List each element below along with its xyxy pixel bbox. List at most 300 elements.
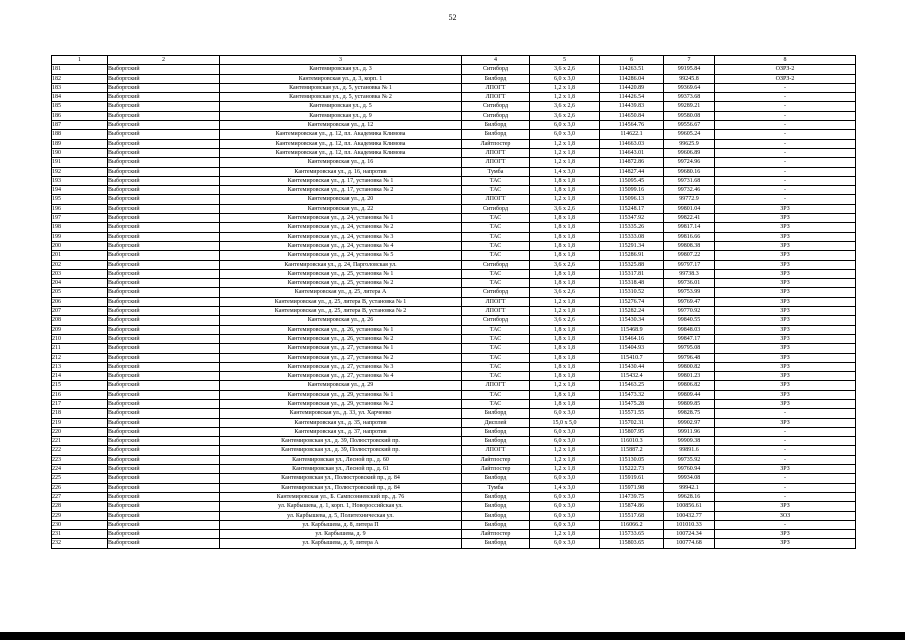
row-number: 182 bbox=[52, 74, 108, 83]
address-cell: Кантемировская ул., д. 20 bbox=[220, 195, 462, 204]
table-row bbox=[52, 455, 856, 464]
zone-cell: ЗОЗ bbox=[715, 511, 856, 520]
type-cell: ЛПОГТ bbox=[462, 297, 530, 306]
table-row bbox=[52, 186, 856, 195]
type-cell: ТАС bbox=[462, 325, 530, 334]
zone-cell: - bbox=[715, 427, 856, 436]
row-number: 202 bbox=[52, 260, 108, 269]
coord-x-cell: 115468.9 bbox=[600, 325, 664, 334]
type-cell: Ситиборд bbox=[462, 111, 530, 120]
zone-cell: - bbox=[715, 121, 856, 130]
district-cell: Выборгский bbox=[108, 344, 220, 353]
type-cell: Билборд bbox=[462, 121, 530, 130]
district-cell: Выборгский bbox=[108, 232, 220, 241]
address-cell: ул. Карбышева, д. 9, литера А bbox=[220, 539, 462, 548]
coord-x-cell: 115410.7 bbox=[600, 353, 664, 362]
size-cell: 1,2 х 1,8 bbox=[530, 307, 600, 316]
table-row bbox=[52, 502, 856, 511]
coord-y-cell: 99809.85 bbox=[664, 399, 715, 408]
coord-y-cell: 99769.47 bbox=[664, 297, 715, 306]
coord-y-cell: 99801.04 bbox=[664, 204, 715, 213]
district-cell: Выборгский bbox=[108, 390, 220, 399]
coord-y-cell: 99840.55 bbox=[664, 316, 715, 325]
coord-x-cell: 115473.32 bbox=[600, 390, 664, 399]
coord-x-cell: 114263.51 bbox=[600, 65, 664, 74]
coord-x-cell: 115347.92 bbox=[600, 214, 664, 223]
size-cell: 1,8 х 1,8 bbox=[530, 334, 600, 343]
size-cell: 1,4 х 3,0 bbox=[530, 483, 600, 492]
column-header: 4 bbox=[462, 56, 530, 65]
district-cell: Выборгский bbox=[108, 214, 220, 223]
district-cell: Выборгский bbox=[108, 130, 220, 139]
type-cell: Билборд bbox=[462, 539, 530, 548]
row-number: 211 bbox=[52, 344, 108, 353]
row-number: 203 bbox=[52, 269, 108, 278]
size-cell: 1,8 х 1,8 bbox=[530, 279, 600, 288]
zone-cell: - bbox=[715, 409, 856, 418]
table-row bbox=[52, 390, 856, 399]
zone-cell: ЗРЗ bbox=[715, 372, 856, 381]
coord-x-cell: 115333.08 bbox=[600, 232, 664, 241]
district-cell: Выборгский bbox=[108, 148, 220, 157]
row-number: 214 bbox=[52, 372, 108, 381]
coord-x-cell: 114643.01 bbox=[600, 148, 664, 157]
zone-cell: ЗРЗ bbox=[715, 344, 856, 353]
address-cell: ул. Карбышева, д. 9 bbox=[220, 530, 462, 539]
address-cell: Кантемировская ул., д. 26 bbox=[220, 316, 462, 325]
district-cell: Выборгский bbox=[108, 158, 220, 167]
type-cell: ЛПОГТ bbox=[462, 83, 530, 92]
table-row bbox=[52, 539, 856, 548]
zone-cell: - bbox=[715, 139, 856, 148]
type-cell: ТАС bbox=[462, 251, 530, 260]
coord-y-cell: 99625.9 bbox=[664, 139, 715, 148]
coord-y-cell: 99800.82 bbox=[664, 362, 715, 371]
zone-cell: ЗРЗ bbox=[715, 223, 856, 232]
table-row bbox=[52, 121, 856, 130]
type-cell: ЛПОГТ bbox=[462, 446, 530, 455]
size-cell: 3,6 х 2,6 bbox=[530, 102, 600, 111]
coord-x-cell: 114564.76 bbox=[600, 121, 664, 130]
district-cell: Выборгский bbox=[108, 139, 220, 148]
zone-cell: ЗРЗ bbox=[715, 418, 856, 427]
district-cell: Выборгский bbox=[108, 316, 220, 325]
row-number: 225 bbox=[52, 474, 108, 483]
district-cell: Выборгский bbox=[108, 269, 220, 278]
coord-x-cell: 115222.73 bbox=[600, 465, 664, 474]
coord-y-cell: 100432.77 bbox=[664, 511, 715, 520]
district-cell: Выборгский bbox=[108, 307, 220, 316]
coord-y-cell: 99822.41 bbox=[664, 214, 715, 223]
size-cell: 1,8 х 1,8 bbox=[530, 372, 600, 381]
size-cell: 1,8 х 1,8 bbox=[530, 251, 600, 260]
table-row bbox=[52, 204, 856, 213]
coord-x-cell: 114439.83 bbox=[600, 102, 664, 111]
coord-y-cell: 99807.22 bbox=[664, 251, 715, 260]
type-cell: Билборд bbox=[462, 437, 530, 446]
table-row bbox=[52, 492, 856, 501]
row-number: 219 bbox=[52, 418, 108, 427]
coord-x-cell: 115464.16 bbox=[600, 334, 664, 343]
type-cell: ТАС bbox=[462, 223, 530, 232]
table-row bbox=[52, 483, 856, 492]
coord-x-cell: 115887.2 bbox=[600, 446, 664, 455]
type-cell: ТАС bbox=[462, 279, 530, 288]
coord-y-cell: 99753.99 bbox=[664, 288, 715, 297]
row-number: 184 bbox=[52, 93, 108, 102]
size-cell: 1,2 х 1,8 bbox=[530, 93, 600, 102]
type-cell: Билборд bbox=[462, 474, 530, 483]
table-row bbox=[52, 334, 856, 343]
address-cell: Кантемировская ул., Полюстровский пр., д. 84 bbox=[220, 474, 462, 483]
zone-cell: - bbox=[715, 455, 856, 464]
zone-cell: - bbox=[715, 111, 856, 120]
coord-y-cell: 99628.16 bbox=[664, 492, 715, 501]
coord-x-cell: 115248.17 bbox=[600, 204, 664, 213]
zone-cell: ЗРЗ bbox=[715, 316, 856, 325]
table-row bbox=[52, 381, 856, 390]
address-cell: Кантемировская ул., д. 24, установка № 5 bbox=[220, 251, 462, 260]
zone-cell: ЗРЗ bbox=[715, 260, 856, 269]
size-cell: 3,6 х 2,6 bbox=[530, 111, 600, 120]
row-number: 191 bbox=[52, 158, 108, 167]
type-cell: ТАС bbox=[462, 399, 530, 408]
row-number: 189 bbox=[52, 139, 108, 148]
coord-x-cell: 115874.86 bbox=[600, 502, 664, 511]
row-number: 215 bbox=[52, 381, 108, 390]
row-number: 188 bbox=[52, 130, 108, 139]
row-number: 222 bbox=[52, 446, 108, 455]
table-row bbox=[52, 241, 856, 250]
district-cell: Выборгский bbox=[108, 427, 220, 436]
row-number: 183 bbox=[52, 83, 108, 92]
coord-x-cell: 115432.4 bbox=[600, 372, 664, 381]
address-cell: Кантемировская ул., д. 25, литера В, установка № 2 bbox=[220, 307, 462, 316]
row-number: 218 bbox=[52, 409, 108, 418]
address-cell: Кантемировская ул., д. 5, установка № 2 bbox=[220, 93, 462, 102]
table-row bbox=[52, 474, 856, 483]
address-cell: Кантемировская ул., д. 25, установка № 1 bbox=[220, 269, 462, 278]
type-cell: Ситиборд bbox=[462, 102, 530, 111]
size-cell: 6,0 х 3,0 bbox=[530, 511, 600, 520]
coord-y-cell: 99605.24 bbox=[664, 130, 715, 139]
type-cell: ЛПОГТ bbox=[462, 93, 530, 102]
coord-x-cell: 114872.86 bbox=[600, 158, 664, 167]
coord-y-cell: 99909.38 bbox=[664, 437, 715, 446]
row-number: 229 bbox=[52, 511, 108, 520]
size-cell: 1,2 х 1,8 bbox=[530, 195, 600, 204]
coord-y-cell: 99801.23 bbox=[664, 372, 715, 381]
address-cell: Кантемировская ул., д. 5, установка № 1 bbox=[220, 83, 462, 92]
size-cell: 1,2 х 1,8 bbox=[530, 530, 600, 539]
district-cell: Выборгский bbox=[108, 65, 220, 74]
address-cell: Кантемировская ул., д. 27, установка № 3 bbox=[220, 362, 462, 371]
address-cell: Кантемировская ул., д. 37, напротив bbox=[220, 427, 462, 436]
size-cell: 1,8 х 1,8 bbox=[530, 241, 600, 250]
coord-y-cell: 99816.66 bbox=[664, 232, 715, 241]
page-number: 52 bbox=[448, 13, 457, 22]
table-row bbox=[52, 427, 856, 436]
coord-x-cell: 114739.75 bbox=[600, 492, 664, 501]
zone-cell: ЗРЗ bbox=[715, 334, 856, 343]
type-cell: ТАС bbox=[462, 269, 530, 278]
coord-x-cell: 115317.81 bbox=[600, 269, 664, 278]
row-number: 231 bbox=[52, 530, 108, 539]
row-number: 210 bbox=[52, 334, 108, 343]
row-number: 194 bbox=[52, 186, 108, 195]
district-cell: Выборгский bbox=[108, 279, 220, 288]
address-cell: Кантемировская ул., д. 5 bbox=[220, 102, 462, 111]
row-number: 187 bbox=[52, 121, 108, 130]
coord-x-cell: 115430.44 bbox=[600, 362, 664, 371]
coord-y-cell: 99735.92 bbox=[664, 455, 715, 464]
type-cell: Билборд bbox=[462, 511, 530, 520]
coord-y-cell: 99680.16 bbox=[664, 167, 715, 176]
type-cell: Билборд bbox=[462, 520, 530, 529]
size-cell: 1,8 х 1,8 bbox=[530, 353, 600, 362]
table-row bbox=[52, 176, 856, 185]
table-row bbox=[52, 130, 856, 139]
coord-x-cell: 115463.25 bbox=[600, 381, 664, 390]
district-cell: Выборгский bbox=[108, 409, 220, 418]
district-cell: Выборгский bbox=[108, 223, 220, 232]
coord-x-cell: 115276.74 bbox=[600, 297, 664, 306]
coord-x-cell: 115325.88 bbox=[600, 260, 664, 269]
size-cell: 1,2 х 1,8 bbox=[530, 446, 600, 455]
type-cell: Билборд bbox=[462, 130, 530, 139]
table-row bbox=[52, 409, 856, 418]
row-number: 197 bbox=[52, 214, 108, 223]
district-cell: Выборгский bbox=[108, 251, 220, 260]
table-row bbox=[52, 325, 856, 334]
address-cell: Кантемировская ул., д. 27, установка № 2 bbox=[220, 353, 462, 362]
zone-cell: - bbox=[715, 93, 856, 102]
coord-y-cell: 99806.82 bbox=[664, 381, 715, 390]
type-cell: ТАС bbox=[462, 372, 530, 381]
zone-cell: - bbox=[715, 102, 856, 111]
coord-y-cell: 99606.89 bbox=[664, 148, 715, 157]
table-row bbox=[52, 511, 856, 520]
row-number: 190 bbox=[52, 148, 108, 157]
coord-y-cell: 100856.61 bbox=[664, 502, 715, 511]
type-cell: ЛПОГТ bbox=[462, 307, 530, 316]
address-cell: Кантемировская ул., д. 25, установка № 2 bbox=[220, 279, 462, 288]
zone-cell: ЗРЗ bbox=[715, 279, 856, 288]
size-cell: 1,8 х 1,8 bbox=[530, 176, 600, 185]
district-cell: Выборгский bbox=[108, 362, 220, 371]
table-row bbox=[52, 232, 856, 241]
address-cell: Кантемировская ул., Б. Сампсониевский пр., д. 76 bbox=[220, 492, 462, 501]
size-cell: 3,6 х 2,6 bbox=[530, 260, 600, 269]
size-cell: 1,8 х 1,8 bbox=[530, 325, 600, 334]
table-row bbox=[52, 269, 856, 278]
address-cell: Кантемировская ул., д. 3 bbox=[220, 65, 462, 74]
size-cell: 6,0 х 3,0 bbox=[530, 130, 600, 139]
district-cell: Выборгский bbox=[108, 483, 220, 492]
zone-cell: - bbox=[715, 130, 856, 139]
size-cell: 1,2 х 1,8 bbox=[530, 465, 600, 474]
table-row bbox=[52, 111, 856, 120]
district-cell: Выборгский bbox=[108, 399, 220, 408]
address-cell: Кантемировская ул., д. 16 bbox=[220, 158, 462, 167]
address-cell: Кантемировская ул., д. 27, установка № 4 bbox=[220, 372, 462, 381]
district-cell: Выборгский bbox=[108, 381, 220, 390]
row-number: 209 bbox=[52, 325, 108, 334]
zone-cell: ЗРЗ bbox=[715, 307, 856, 316]
zone-cell: - bbox=[715, 167, 856, 176]
row-number: 196 bbox=[52, 204, 108, 213]
coord-x-cell: 115310.52 bbox=[600, 288, 664, 297]
address-cell: Кантемировская ул., д. 29 bbox=[220, 381, 462, 390]
coord-x-cell: 114650.84 bbox=[600, 111, 664, 120]
row-number: 201 bbox=[52, 251, 108, 260]
size-cell: 6,0 х 3,0 bbox=[530, 427, 600, 436]
zone-cell: ЗРЗ bbox=[715, 399, 856, 408]
size-cell: 1,4 х 3,0 bbox=[530, 167, 600, 176]
column-header: 1 bbox=[52, 56, 108, 65]
coord-x-cell: 115971.98 bbox=[600, 483, 664, 492]
coord-y-cell: 99796.48 bbox=[664, 353, 715, 362]
district-cell: Выборгский bbox=[108, 121, 220, 130]
coord-y-cell: 99772.9 bbox=[664, 195, 715, 204]
table-row bbox=[52, 372, 856, 381]
address-cell: Кантемировская ул., д. 17, установка № 1 bbox=[220, 176, 462, 185]
coord-y-cell: 99891.6 bbox=[664, 446, 715, 455]
coord-x-cell: 115517.68 bbox=[600, 511, 664, 520]
coord-y-cell: 99373.68 bbox=[664, 93, 715, 102]
table-row bbox=[52, 65, 856, 74]
size-cell: 6,0 х 3,0 bbox=[530, 520, 600, 529]
size-cell: 1,2 х 1,8 bbox=[530, 158, 600, 167]
coord-y-cell: 99911.96 bbox=[664, 427, 715, 436]
size-cell: 1,2 х 1,8 bbox=[530, 381, 600, 390]
district-cell: Выборгский bbox=[108, 474, 220, 483]
address-cell: Кантемировская ул., д. 3, корп. 1 bbox=[220, 74, 462, 83]
district-cell: Выборгский bbox=[108, 83, 220, 92]
coord-y-cell: 99902.97 bbox=[664, 418, 715, 427]
coord-x-cell: 115919.61 bbox=[600, 474, 664, 483]
type-cell: ТАС bbox=[462, 214, 530, 223]
size-cell: 1,8 х 1,8 bbox=[530, 232, 600, 241]
row-number: 195 bbox=[52, 195, 108, 204]
column-header: 7 bbox=[664, 56, 715, 65]
district-cell: Выборгский bbox=[108, 437, 220, 446]
district-cell: Выборгский bbox=[108, 511, 220, 520]
table-row bbox=[52, 344, 856, 353]
table-row bbox=[52, 297, 856, 306]
coord-x-cell: 115291.34 bbox=[600, 241, 664, 250]
district-cell: Выборгский bbox=[108, 93, 220, 102]
address-cell: Кантемировская ул., д. 26, установка № 2 bbox=[220, 334, 462, 343]
zone-cell: ЗРЗ bbox=[715, 362, 856, 371]
coord-y-cell: 99934.08 bbox=[664, 474, 715, 483]
coord-y-cell: 99760.94 bbox=[664, 465, 715, 474]
row-number: 226 bbox=[52, 483, 108, 492]
size-cell: 15,0 х 5,0 bbox=[530, 418, 600, 427]
district-cell: Выборгский bbox=[108, 74, 220, 83]
type-cell: Дисплей bbox=[462, 418, 530, 427]
size-cell: 6,0 х 3,0 bbox=[530, 502, 600, 511]
district-cell: Выборгский bbox=[108, 334, 220, 343]
zone-cell: ЗРЗ bbox=[715, 502, 856, 511]
table-row bbox=[52, 139, 856, 148]
row-number: 206 bbox=[52, 297, 108, 306]
district-cell: Выборгский bbox=[108, 186, 220, 195]
zone-cell: ЗРЗ bbox=[715, 390, 856, 399]
row-number: 230 bbox=[52, 520, 108, 529]
coord-y-cell: 99195.84 bbox=[664, 65, 715, 74]
table-row bbox=[52, 83, 856, 92]
table-row bbox=[52, 158, 856, 167]
table-row bbox=[52, 316, 856, 325]
table-row bbox=[52, 195, 856, 204]
coord-y-cell: 99848.03 bbox=[664, 325, 715, 334]
zone-cell: - bbox=[715, 437, 856, 446]
coord-x-cell: 115095.45 bbox=[600, 176, 664, 185]
row-number: 186 bbox=[52, 111, 108, 120]
zone-cell: ЗРЗ bbox=[715, 269, 856, 278]
coord-x-cell: 115475.28 bbox=[600, 399, 664, 408]
type-cell: Ситиборд bbox=[462, 316, 530, 325]
row-number: 200 bbox=[52, 241, 108, 250]
column-header: 3 bbox=[220, 56, 462, 65]
zone-cell: ЗРЗ bbox=[715, 381, 856, 390]
column-header: 2 bbox=[108, 56, 220, 65]
address-cell: Кантемировская ул., д. 26, установка № 1 bbox=[220, 325, 462, 334]
size-cell: 3,6 х 2,6 bbox=[530, 204, 600, 213]
zone-cell: - bbox=[715, 474, 856, 483]
coord-x-cell: 116066.2 bbox=[600, 520, 664, 529]
zone-cell: - bbox=[715, 483, 856, 492]
district-cell: Выборгский bbox=[108, 111, 220, 120]
district-cell: Выборгский bbox=[108, 260, 220, 269]
coord-y-cell: 99828.75 bbox=[664, 409, 715, 418]
type-cell: ЛПОГТ bbox=[462, 195, 530, 204]
coord-y-cell: 99808.38 bbox=[664, 241, 715, 250]
coord-y-cell: 99289.21 bbox=[664, 102, 715, 111]
row-number: 198 bbox=[52, 223, 108, 232]
address-cell: Кантемировская ул., д. 12, пл. Академика Климова bbox=[220, 139, 462, 148]
type-cell: Билборд bbox=[462, 74, 530, 83]
address-cell: ул. Карбышева, д. 1, корп. 1, Новороссийская ул. bbox=[220, 502, 462, 511]
row-number: 207 bbox=[52, 307, 108, 316]
district-cell: Выборгский bbox=[108, 502, 220, 511]
district-cell: Выборгский bbox=[108, 102, 220, 111]
coord-x-cell: 115286.91 bbox=[600, 251, 664, 260]
table-row bbox=[52, 520, 856, 529]
row-number: 199 bbox=[52, 232, 108, 241]
zone-cell: ЗРЗ bbox=[715, 325, 856, 334]
row-number: 212 bbox=[52, 353, 108, 362]
row-number: 193 bbox=[52, 176, 108, 185]
table-row bbox=[52, 214, 856, 223]
address-cell: Кантемировская ул., д. 35, напротив bbox=[220, 418, 462, 427]
table-row bbox=[52, 74, 856, 83]
district-cell: Выборгский bbox=[108, 455, 220, 464]
size-cell: 3,6 х 2,6 bbox=[530, 65, 600, 74]
district-cell: Выборгский bbox=[108, 446, 220, 455]
address-cell: Кантемировская ул., д. 27, установка № 1 bbox=[220, 344, 462, 353]
row-number: 181 bbox=[52, 65, 108, 74]
row-number: 232 bbox=[52, 539, 108, 548]
type-cell: Лайтпостер bbox=[462, 139, 530, 148]
coord-x-cell: 115571.55 bbox=[600, 409, 664, 418]
size-cell: 1,2 х 1,8 bbox=[530, 83, 600, 92]
coord-y-cell: 99817.14 bbox=[664, 223, 715, 232]
type-cell: Ситиборд bbox=[462, 288, 530, 297]
size-cell: 6,0 х 3,0 bbox=[530, 74, 600, 83]
address-cell: Кантемировская ул., д. 29, установка № 2 bbox=[220, 399, 462, 408]
